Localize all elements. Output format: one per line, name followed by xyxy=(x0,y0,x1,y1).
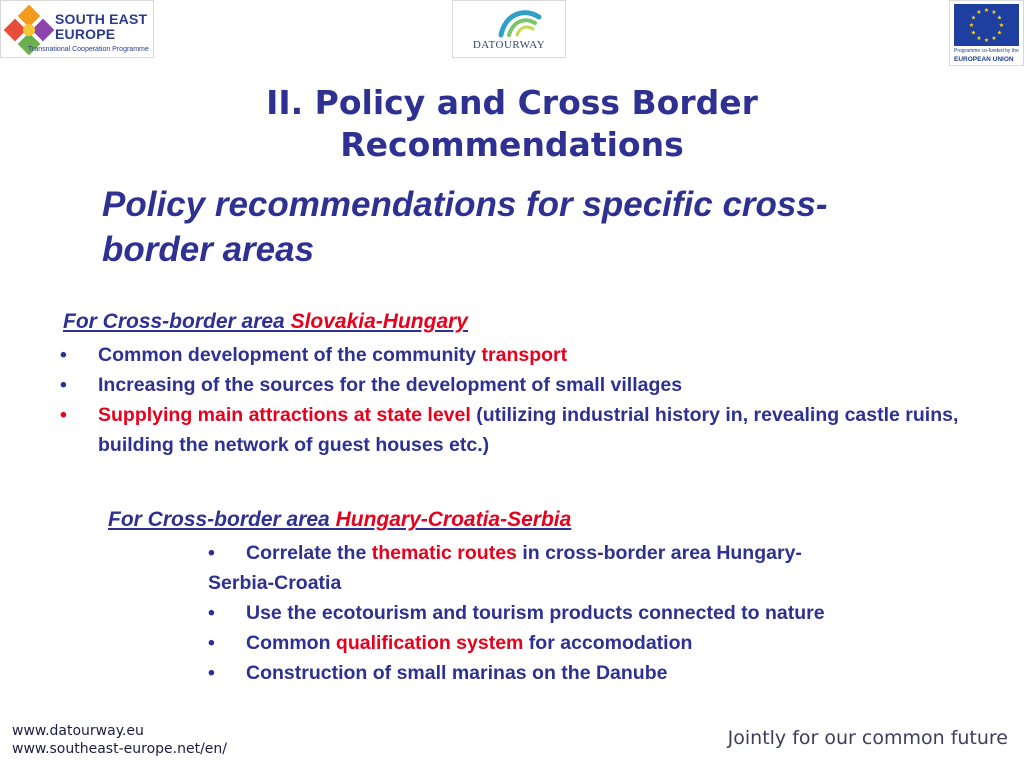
item-text: Increasing of the sources for the development of small villages xyxy=(98,374,683,396)
item-highlight: Supplying main attractions at state level xyxy=(98,404,471,426)
slide-subtitle-line1: Policy recommendations for specific cross- xyxy=(102,185,828,224)
eu-logo-line1: Programme co-funded by the xyxy=(954,48,1019,54)
section2-area: Hungary-Croatia-Serbia xyxy=(335,508,572,531)
slide-subtitle xyxy=(102,182,962,272)
footer-tagline: Jointly for our common future xyxy=(727,727,1008,749)
section2-heading xyxy=(108,508,571,532)
svg-text:★: ★ xyxy=(998,22,1005,29)
footer-link-datourway[interactable]: www.datourway.eu xyxy=(12,723,144,739)
section2-list xyxy=(208,538,1018,688)
section1-prefix: For Cross-border area xyxy=(63,310,291,333)
list-item xyxy=(208,598,1018,628)
datourway-logo xyxy=(452,0,566,58)
svg-text:★: ★ xyxy=(983,37,990,44)
list-item xyxy=(60,400,970,460)
slide-title-line2: Recommendations xyxy=(340,125,684,164)
footer-links xyxy=(12,722,227,758)
list-item xyxy=(208,658,1018,688)
item-text: Use the ecotourism and tourism products connected to nature xyxy=(246,602,825,624)
item-text: Construction of small marinas on the Danube xyxy=(246,662,668,684)
eu-logo xyxy=(949,0,1024,66)
slide-title-line1: II. Policy and Cross Border xyxy=(266,83,758,122)
svg-text:★: ★ xyxy=(996,14,1003,22)
see-logo-line2: EUROPE xyxy=(55,26,116,42)
bullet: • xyxy=(60,404,67,426)
item-text: in cross-border area Hungary- xyxy=(516,542,802,564)
svg-text:★: ★ xyxy=(976,35,982,42)
bullet: • xyxy=(60,374,67,396)
see-logo-line3: Transnational Cooperation Programme xyxy=(28,46,149,53)
svg-text:★: ★ xyxy=(991,9,997,16)
section1-area: Slovakia-Hungary xyxy=(290,310,468,333)
item-text: Common xyxy=(246,632,336,654)
svg-text:★: ★ xyxy=(968,22,975,29)
eu-logo-line2: EUROPEAN UNION xyxy=(954,56,1014,63)
bullet: • xyxy=(208,602,215,624)
svg-text:★: ★ xyxy=(983,7,990,14)
see-logo-line1: SOUTH EAST xyxy=(55,11,148,27)
south-east-europe-logo xyxy=(0,0,154,58)
item-highlight: thematic routes xyxy=(371,542,517,564)
datourway-wave-icon xyxy=(453,1,565,41)
list-item xyxy=(208,538,1018,598)
item-text: Correlate the xyxy=(246,542,372,564)
slide-title xyxy=(120,82,904,166)
bullet: • xyxy=(208,662,215,684)
svg-text:★: ★ xyxy=(976,9,982,16)
section1-list xyxy=(60,340,970,460)
item-text: (utilizing industrial history in, revealing castle ruins, building the network of guest houses etc.) xyxy=(98,404,959,456)
item-highlight: qualification system xyxy=(335,632,524,654)
item-continuation: Serbia-Croatia xyxy=(208,572,342,594)
list-item xyxy=(208,628,1018,658)
slide-subtitle-line2: border areas xyxy=(102,230,315,269)
item-highlight: transport xyxy=(481,344,568,366)
list-item xyxy=(60,340,970,370)
svg-text:★: ★ xyxy=(970,29,977,37)
svg-text:★: ★ xyxy=(991,35,997,42)
item-text: for accomodation xyxy=(523,632,693,654)
bullet: • xyxy=(208,542,215,564)
eu-flag-icon xyxy=(954,4,1019,46)
section2-prefix: For Cross-border area xyxy=(108,508,336,531)
datourway-logo-text: DATOURWAY xyxy=(472,39,546,51)
bullet: • xyxy=(60,344,67,366)
item-text: Common development of the community xyxy=(98,344,482,366)
svg-text:★: ★ xyxy=(996,29,1003,37)
footer-link-southeast-europe[interactable]: www.southeast-europe.net/en/ xyxy=(12,741,227,757)
svg-text:★: ★ xyxy=(970,14,977,22)
list-item xyxy=(60,370,970,400)
bullet: • xyxy=(208,632,215,654)
section1-heading xyxy=(63,310,468,334)
